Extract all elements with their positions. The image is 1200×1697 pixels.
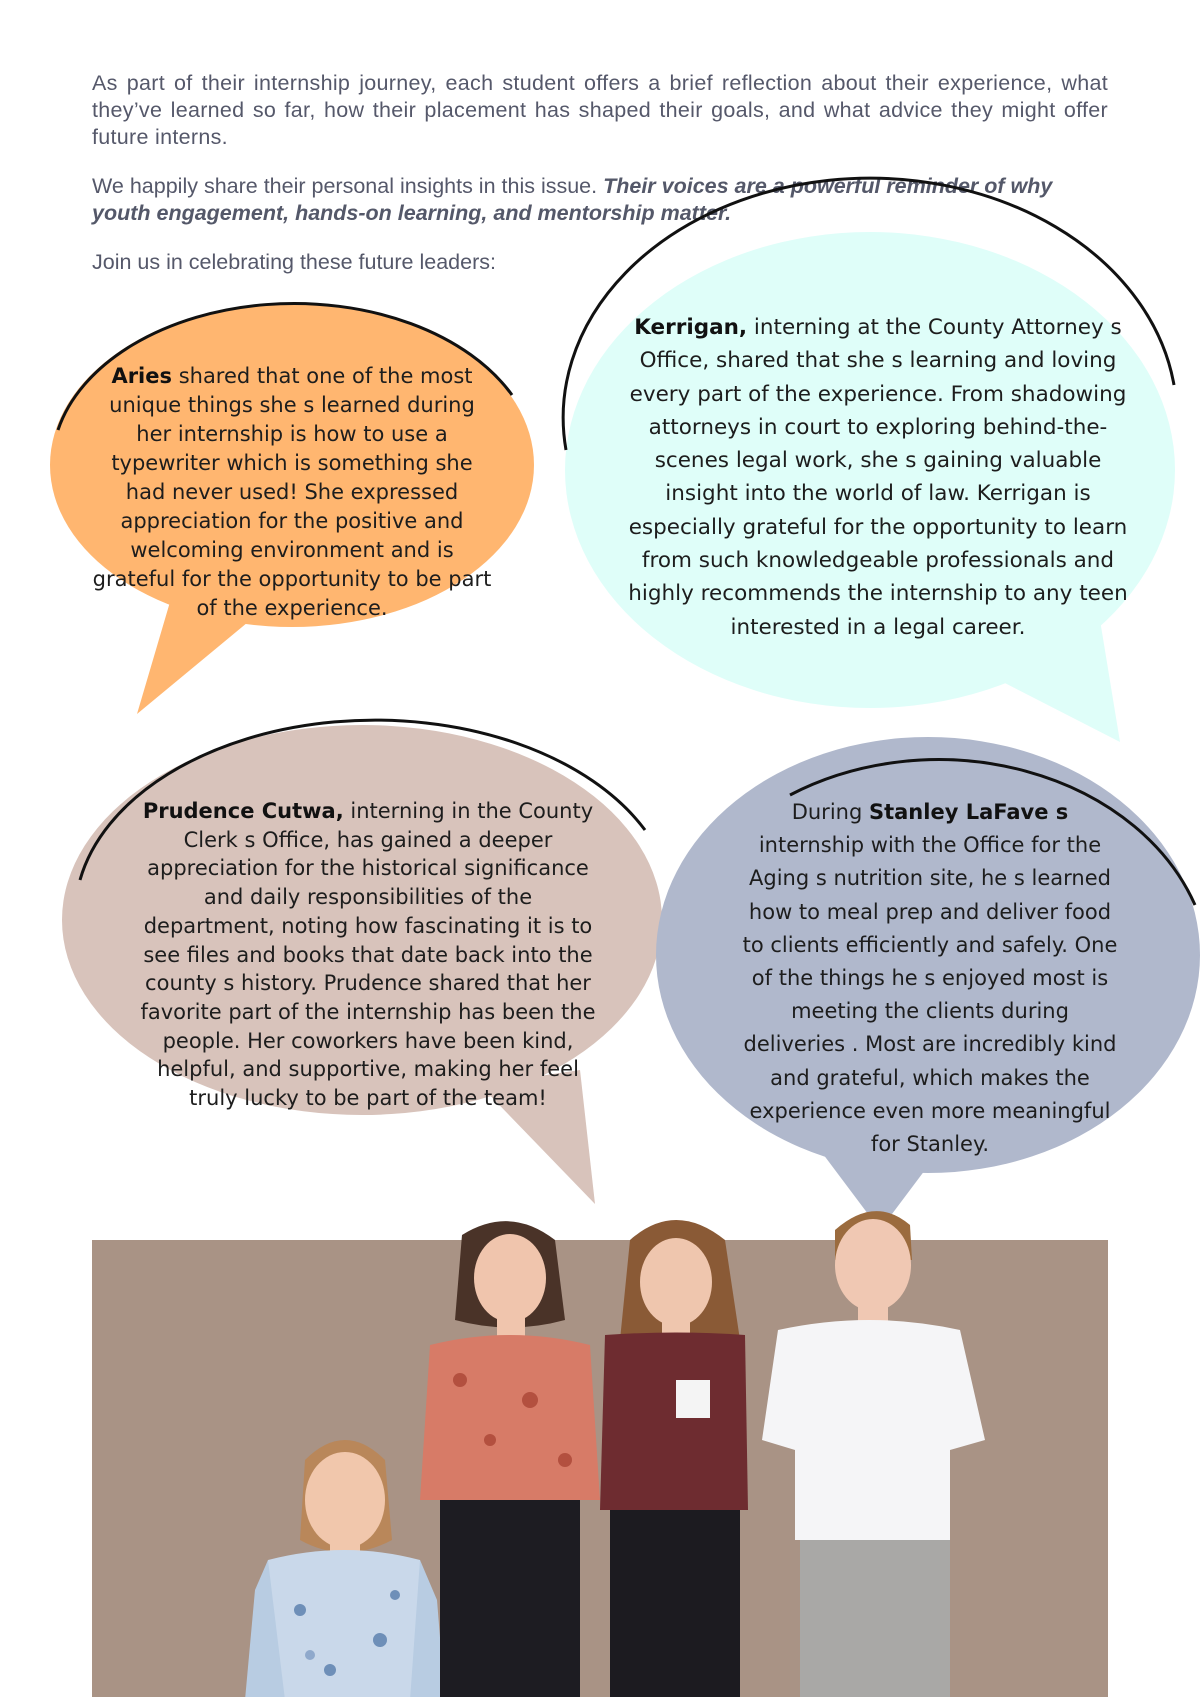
intern-photo-4: [762, 1211, 985, 1697]
stanley-text-before: During: [791, 800, 869, 824]
insights-text: We happily share their personal insights in this issue.: [92, 174, 604, 198]
stanley-name: Stanley LaFave s: [868, 800, 1069, 824]
intern-photo-2: [420, 1221, 600, 1697]
kerrigan-text: interning at the County Attorney s Office, shared that she s learning and loving every part of the experience. From shadowing attorneys in court to exploring behind-the-scenes legal work, she s gaining valuable insight into the world of law. Kerrigan is especially grateful for the opportunity to learn from such knowledgeable professionals and highly recommends the internship to any teen interested in a legal career.: [628, 315, 1128, 640]
celebrate-paragraph: Join us in celebrating these future leaders:: [92, 250, 496, 274]
insights-emphasis: Their voices are a powerful reminder of why youth engagement, hands-on learning, and mentorship matter.: [92, 174, 1053, 225]
prudence-name: Prudence Cutwa,: [142, 799, 344, 823]
prudence-text: interning in the County Clerk s Office, has gained a deeper appreciation for the historical significance and daily responsibilities of the department, noting how fascinating it is to see files and books that date back into the county s history. Prudence shared that her favorite part of the internship has been the people. Her coworkers have been kind, helpful, and supportive, making her feel truly lucky to be part of the team!: [140, 799, 596, 1111]
intern-photo-1: [245, 1440, 445, 1697]
aries-name: Aries: [111, 364, 173, 388]
intern-photo-3: [600, 1220, 748, 1697]
stanley-text: internship with the Office for the Aging s nutrition site, he s learned how to meal prep and deliver food to clients efficiently and safely. One of the things he s enjoyed most is meeting the clients during deliveries . Most are incredibly kind and grateful, which makes the experience even more meaningful for Stanley.: [742, 833, 1118, 1157]
kerrigan-name: Kerrigan,: [634, 315, 748, 340]
intro-paragraph: As part of their internship journey, each student offers a brief reflection about their experience, what they’ve learned so far, how their placement has shaped their goals, and what advice they might offer future interns.: [92, 71, 1108, 149]
aries-text: shared that one of the most unique things she s learned during her internship is how to use a typewriter which is something she had never used! She expressed appreciation for the positive and welcoming environment and is grateful for the opportunity to be part of the experience.: [92, 364, 492, 620]
